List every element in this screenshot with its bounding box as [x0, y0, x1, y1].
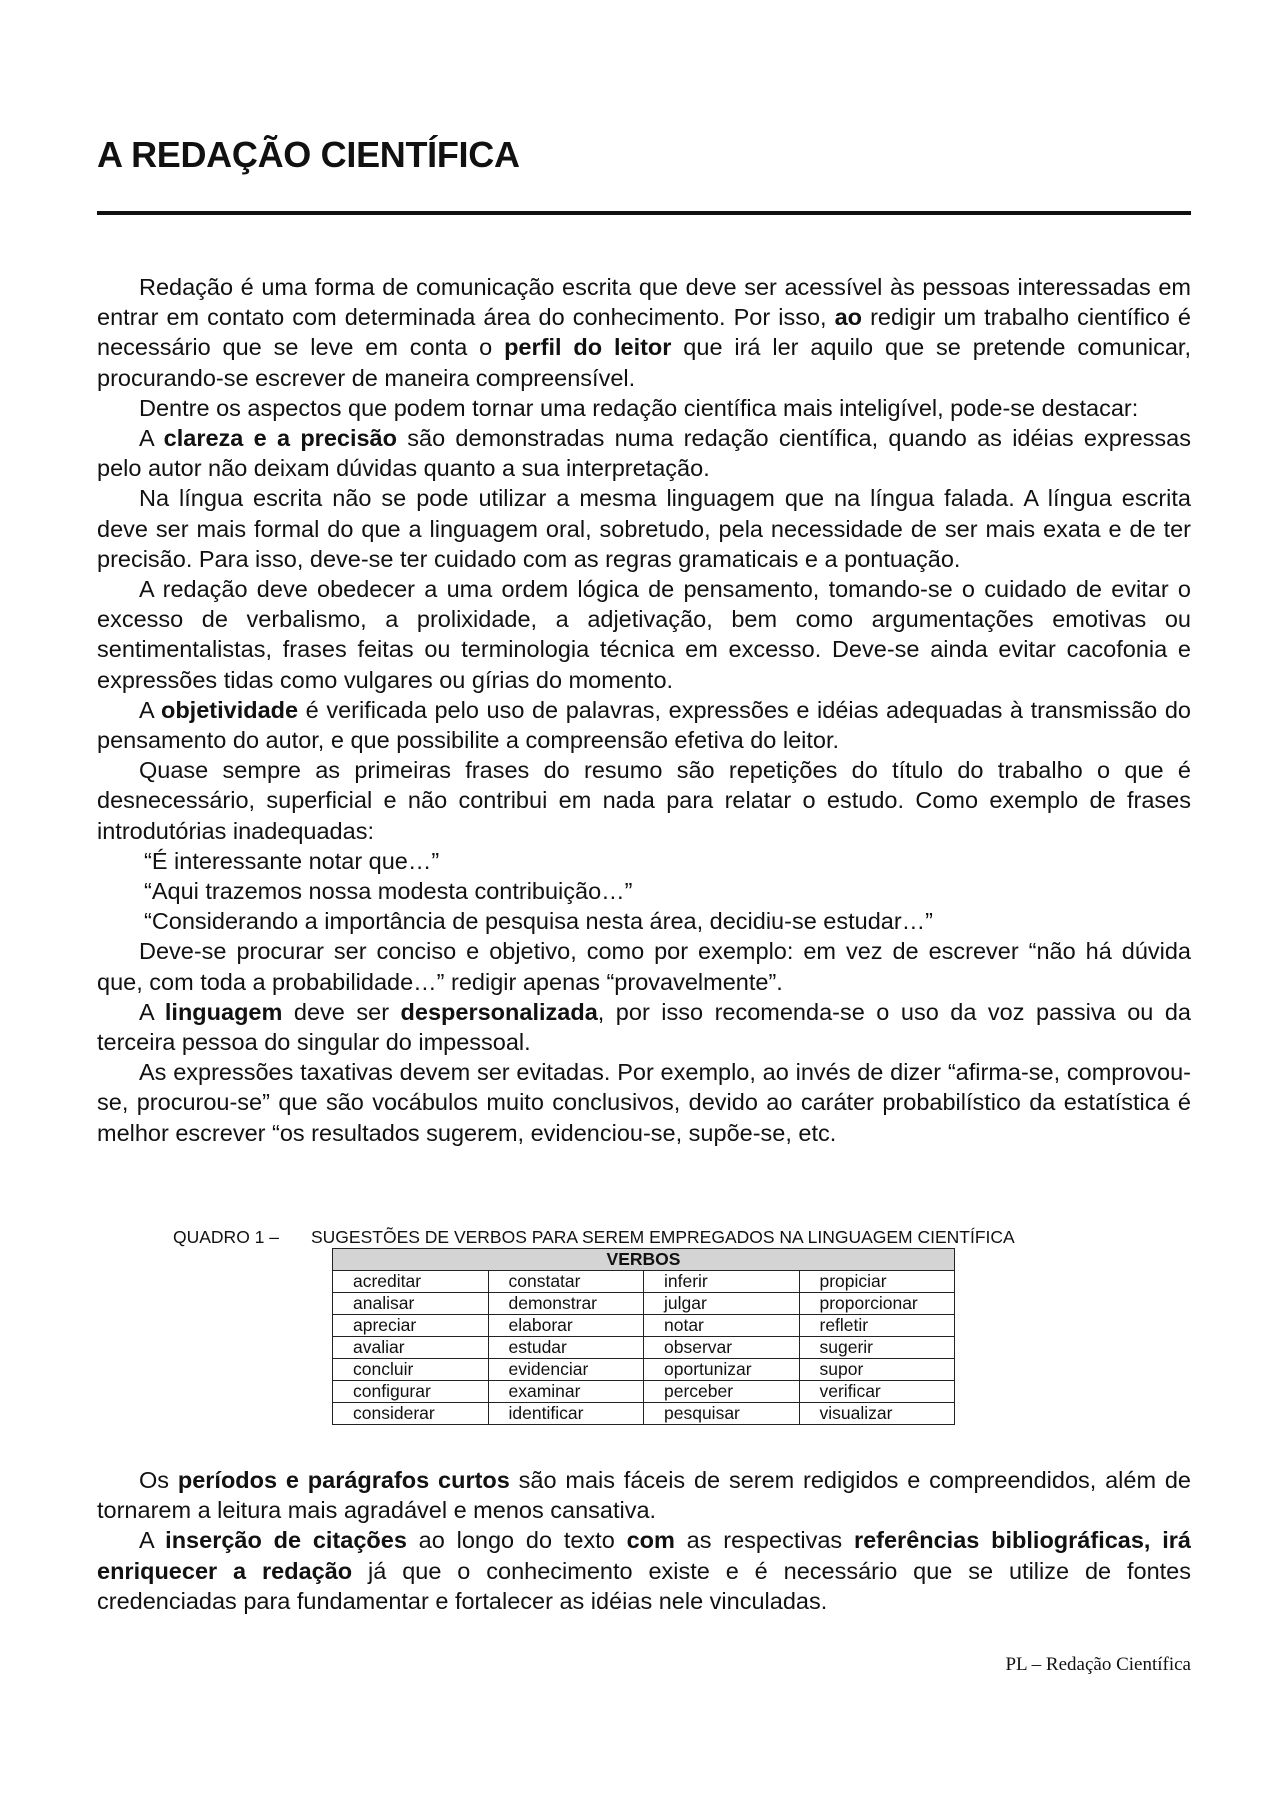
- table-row: [333, 1337, 955, 1359]
- table-cell: apreciar: [333, 1315, 489, 1337]
- quote-1: “É interessante notar que…”: [144, 847, 440, 874]
- page-title: A REDAÇÃO CIENTÍFICA: [97, 134, 520, 175]
- table-cell: avaliar: [333, 1337, 489, 1359]
- table-cell: propiciar: [799, 1271, 955, 1293]
- paragraph-6: A objetividade é verificada pelo uso de palavras, expressões e idéias adequadas à transmissão do pensamento do autor, e que possibilite a compreensão efetiva do leitor.: [97, 696, 1191, 754]
- paragraph-9: A linguagem deve ser despersonalizada, por isso recomenda-se o uso da voz passiva ou da terceira pessoa do singular do impessoal.: [97, 998, 1191, 1056]
- table-cell: verificar: [799, 1381, 955, 1403]
- paragraph-7: Quase sempre as primeiras frases do resumo são repetições do título do trabalho o que é desnecessário, superficial e não contribui em nada para relatar o estudo. Como exemplo de frases introdutórias inadequadas:: [97, 757, 1191, 844]
- paragraph-2: Dentre os aspectos que podem tornar uma redação científica mais inteligível, pode-se destacar:: [139, 394, 1139, 421]
- table-row: [333, 1293, 955, 1315]
- table-cell: inferir: [644, 1271, 800, 1293]
- table-cell: considerar: [333, 1403, 489, 1425]
- table-cell: estudar: [488, 1337, 644, 1359]
- table-caption-title: SUGESTÕES DE VERBOS PARA SEREM EMPREGADOS NA LINGUAGEM CIENTÍFICA: [311, 1227, 1015, 1247]
- table-cell: examinar: [488, 1381, 644, 1403]
- verbs-table: [332, 1248, 955, 1425]
- table-cell: supor: [799, 1359, 955, 1381]
- table-row: [333, 1381, 955, 1403]
- table-cell: concluir: [333, 1359, 489, 1381]
- table-cell: refletir: [799, 1315, 955, 1337]
- table-cell: identificar: [488, 1403, 644, 1425]
- table-cell: proporcionar: [799, 1293, 955, 1315]
- paragraph-12: A inserção de citações ao longo do texto com as respectivas referências bibliográficas, irá enriquecer a redação já que o conhecimento existe e é necessário que se utilize de fontes credenciadas para fundamentar e fortalecer as idéias nele vinculadas.: [97, 1527, 1191, 1614]
- title-divider: [97, 211, 1191, 215]
- table-cell: notar: [644, 1315, 800, 1337]
- table-cell: pesquisar: [644, 1403, 800, 1425]
- paragraph-3: A clareza e a precisão são demonstradas numa redação científica, quando as idéias expressas pelo autor não deixam dúvidas quanto a sua interpretação.: [97, 425, 1191, 482]
- table-cell: observar: [644, 1337, 800, 1359]
- verbs-table-header: VERBOS: [333, 1249, 955, 1271]
- table-caption: [173, 1227, 1015, 1248]
- paragraph-8: Deve-se procurar ser conciso e objetivo, como por exemplo: em vez de escrever “não há dúvida que, com toda a probabilidade…” redigir apenas “provavelmente”.: [97, 938, 1191, 995]
- table-row: [333, 1403, 955, 1425]
- table-cell: demonstrar: [488, 1293, 644, 1315]
- paragraph-11: Os períodos e parágrafos curtos são mais fáceis de serem redigidos e compreendidos, além de tornarem a leitura mais agradável e menos cansativa.: [97, 1467, 1191, 1524]
- verbs-table-body: [333, 1271, 955, 1425]
- paragraph-4: Na língua escrita não se pode utilizar a mesma linguagem que na língua falada. A língua escrita deve ser mais formal do que a linguagem oral, sobretudo, pela necessidade de ser mais exata e de ter precisão. Para isso, deve-se ter cuidado com as regras gramaticais e a pontuação.: [97, 485, 1191, 572]
- paragraph-1: Redação é uma forma de comunicação escrita que deve ser acessível às pessoas interessadas em entrar em contato com determinada área do conhecimento. Por isso, ao redigir um trabalho científico é necessário que se leve em conta o perfil do leitor que irá ler aquilo que se pretende comunicar, procurando-se escrever de maneira compreensível.: [97, 274, 1191, 391]
- table-caption-label: QUADRO 1 –: [173, 1227, 279, 1247]
- table-cell: acreditar: [333, 1271, 489, 1293]
- table-cell: perceber: [644, 1381, 800, 1403]
- table-cell: analisar: [333, 1293, 489, 1315]
- table-cell: sugerir: [799, 1337, 955, 1359]
- page-footer: PL – Redação Científica: [1005, 1654, 1191, 1675]
- table-cell: elaborar: [488, 1315, 644, 1337]
- table-cell: visualizar: [799, 1403, 955, 1425]
- body-text-upper: [97, 272, 1191, 1148]
- quote-3: “Considerando a importância de pesquisa nesta área, decidiu-se estudar…”: [144, 908, 934, 935]
- table-cell: configurar: [333, 1381, 489, 1403]
- paragraph-5: A redação deve obedecer a uma ordem lógica de pensamento, tomando-se o cuidado de evitar o excesso de verbalismo, a prolixidade, a adjetivação, bem como argumentações emotivas ou sentimentalistas, frases feitas ou terminologia técnica em excesso. Deve-se ainda evitar cacofonia e expressões tidas como vulgares ou gírias do momento.: [97, 576, 1191, 693]
- quote-2: “Aqui trazemos nossa modesta contribuição…”: [144, 878, 633, 905]
- table-row: [333, 1359, 955, 1381]
- body-text-lower: [97, 1465, 1191, 1616]
- paragraph-10: As expressões taxativas devem ser evitadas. Por exemplo, ao invés de dizer “afirma-se, comprovou-se, procurou-se” que são vocábulos muito conclusivos, devido ao caráter probabilístico da estatística é melhor escrever “os resultados sugerem, evidenciou-se, supõe-se, etc.: [97, 1059, 1191, 1146]
- table-row: [333, 1315, 955, 1337]
- table-row: [333, 1271, 955, 1293]
- table-cell: evidenciar: [488, 1359, 644, 1381]
- table-cell: constatar: [488, 1271, 644, 1293]
- table-cell: julgar: [644, 1293, 800, 1315]
- table-cell: oportunizar: [644, 1359, 800, 1381]
